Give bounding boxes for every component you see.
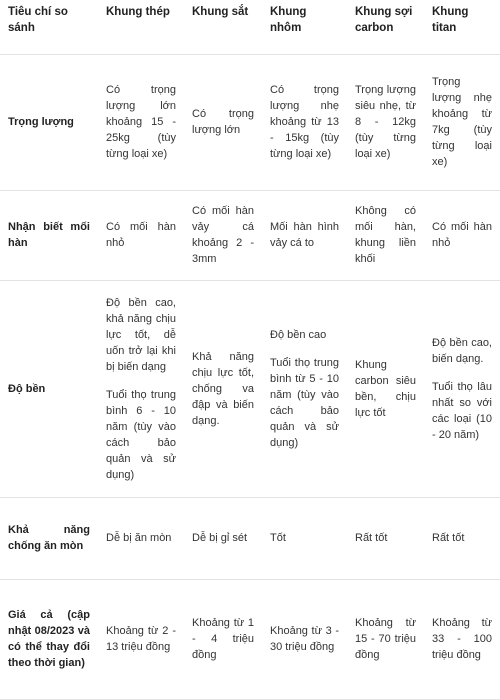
table-cell [184,280,262,497]
cell-text: Rất tốt [432,532,465,544]
cell-text: Có mối hàn nhỏ [106,221,176,249]
table-cell [262,579,347,699]
table-cell [424,280,500,497]
header-cell: Khung sợi carbon [347,0,424,54]
table-cell [98,280,184,497]
cell-text: Khung carbon siêu bền, chịu lực tốt [355,358,416,419]
cell-text: Có mối hàn vảy cá khoảng 2 - 3mm [192,205,254,265]
cell-text: Tốt [270,532,286,544]
cell-text: Độ bền cao, khả năng chịu lực tốt, dễ uốn trở lại khi bị biến dạng [106,296,176,373]
table-cell [347,54,424,190]
cell-text: Độ bền cao [270,328,327,341]
cell-text: Có trọng lượng nhẹ khoảng từ 13 - 15kg (tùy từng loại xe) [270,84,339,160]
row-criterion: Độ bền [0,280,98,497]
table-cell [424,190,500,280]
table-cell [347,497,424,579]
header-cell: Khung sắt [184,0,262,54]
header-cell: Khung thép [98,0,184,54]
row-criterion: Trọng lượng [0,54,98,190]
table-cell [184,579,262,699]
cell-text: Dễ bị gỉ sét [192,532,248,544]
table-cell [347,280,424,497]
table-cell [98,190,184,280]
cell-text: Khoảng từ 1 - 4 triệu đồng [192,617,254,661]
cell-text: Khoảng từ 33 - 100 triệu đồng [432,617,492,661]
header-cell: Tiêu chí so sánh [0,0,98,54]
table-cell [98,54,184,190]
table-cell [184,497,262,579]
table-row [0,497,500,579]
cell-text: Tuổi thọ trung bình từ 5 - 10 năm (tùy vào cách bảo quản và sử dụng) [270,356,339,449]
cell-text: Mối hàn hình vảy cá to [270,221,339,249]
cell-text: Khoảng từ 2 - 13 triệu đồng [106,625,176,653]
cell-text: Khoảng từ 15 - 70 triệu đồng [355,617,416,661]
table-cell [98,497,184,579]
table-cell [184,54,262,190]
cell-text: Dễ bị ăn mòn [106,532,172,544]
cell-text: Có trọng lượng lớn khoảng 15 - 25kg (tùy từng loại xe) [106,84,176,160]
row-criterion: Nhận biết mối hàn [0,190,98,280]
header-cell: Khung nhôm [262,0,347,54]
cell-text: Không có mối hàn, khung liền khối [355,205,416,265]
row-criterion: Khả năng chống ăn mòn [0,497,98,579]
cell-text: Rất tốt [355,532,388,544]
cell-text: Tuổi thọ trung bình 6 - 10 năm (tùy vào cách bảo quản và sử dụng) [106,388,176,481]
table-cell [347,190,424,280]
header-cell: Khung titan [424,0,500,54]
table-cell [424,579,500,699]
table-cell [262,497,347,579]
table-row [0,579,500,699]
table-cell [262,280,347,497]
cell-text: Tuổi thọ lâu nhất so với các loại (10 - 20 năm) [432,380,492,441]
table-cell [424,54,500,190]
cell-text: Trọng lượng nhẹ khoảng từ 7kg (tùy từng loại xe) [432,76,492,168]
cell-text: Có trọng lượng lớn [192,108,254,136]
row-criterion: Giá cả (cập nhật 08/2023 và có thể thay đổi theo thời gian) [0,579,98,699]
cell-text: Có mối hàn nhỏ [432,221,492,249]
table-cell [184,190,262,280]
table-row [0,190,500,280]
cell-text: Trọng lượng siêu nhẹ, từ 8 - 12kg (tùy từng loại xe) [355,84,416,160]
cell-text: Khoảng từ 3 - 30 triệu đồng [270,625,339,653]
table-cell [347,579,424,699]
header-row [0,0,500,54]
cell-text: Độ bền cao, biến dạng. [432,336,492,365]
table-cell [262,190,347,280]
table-cell [98,579,184,699]
table-row [0,280,500,497]
table-row [0,54,500,190]
table-cell [424,497,500,579]
table-cell [262,54,347,190]
cell-text: Khả năng chịu lực tốt, chống va đập và biến dạng. [192,350,254,427]
